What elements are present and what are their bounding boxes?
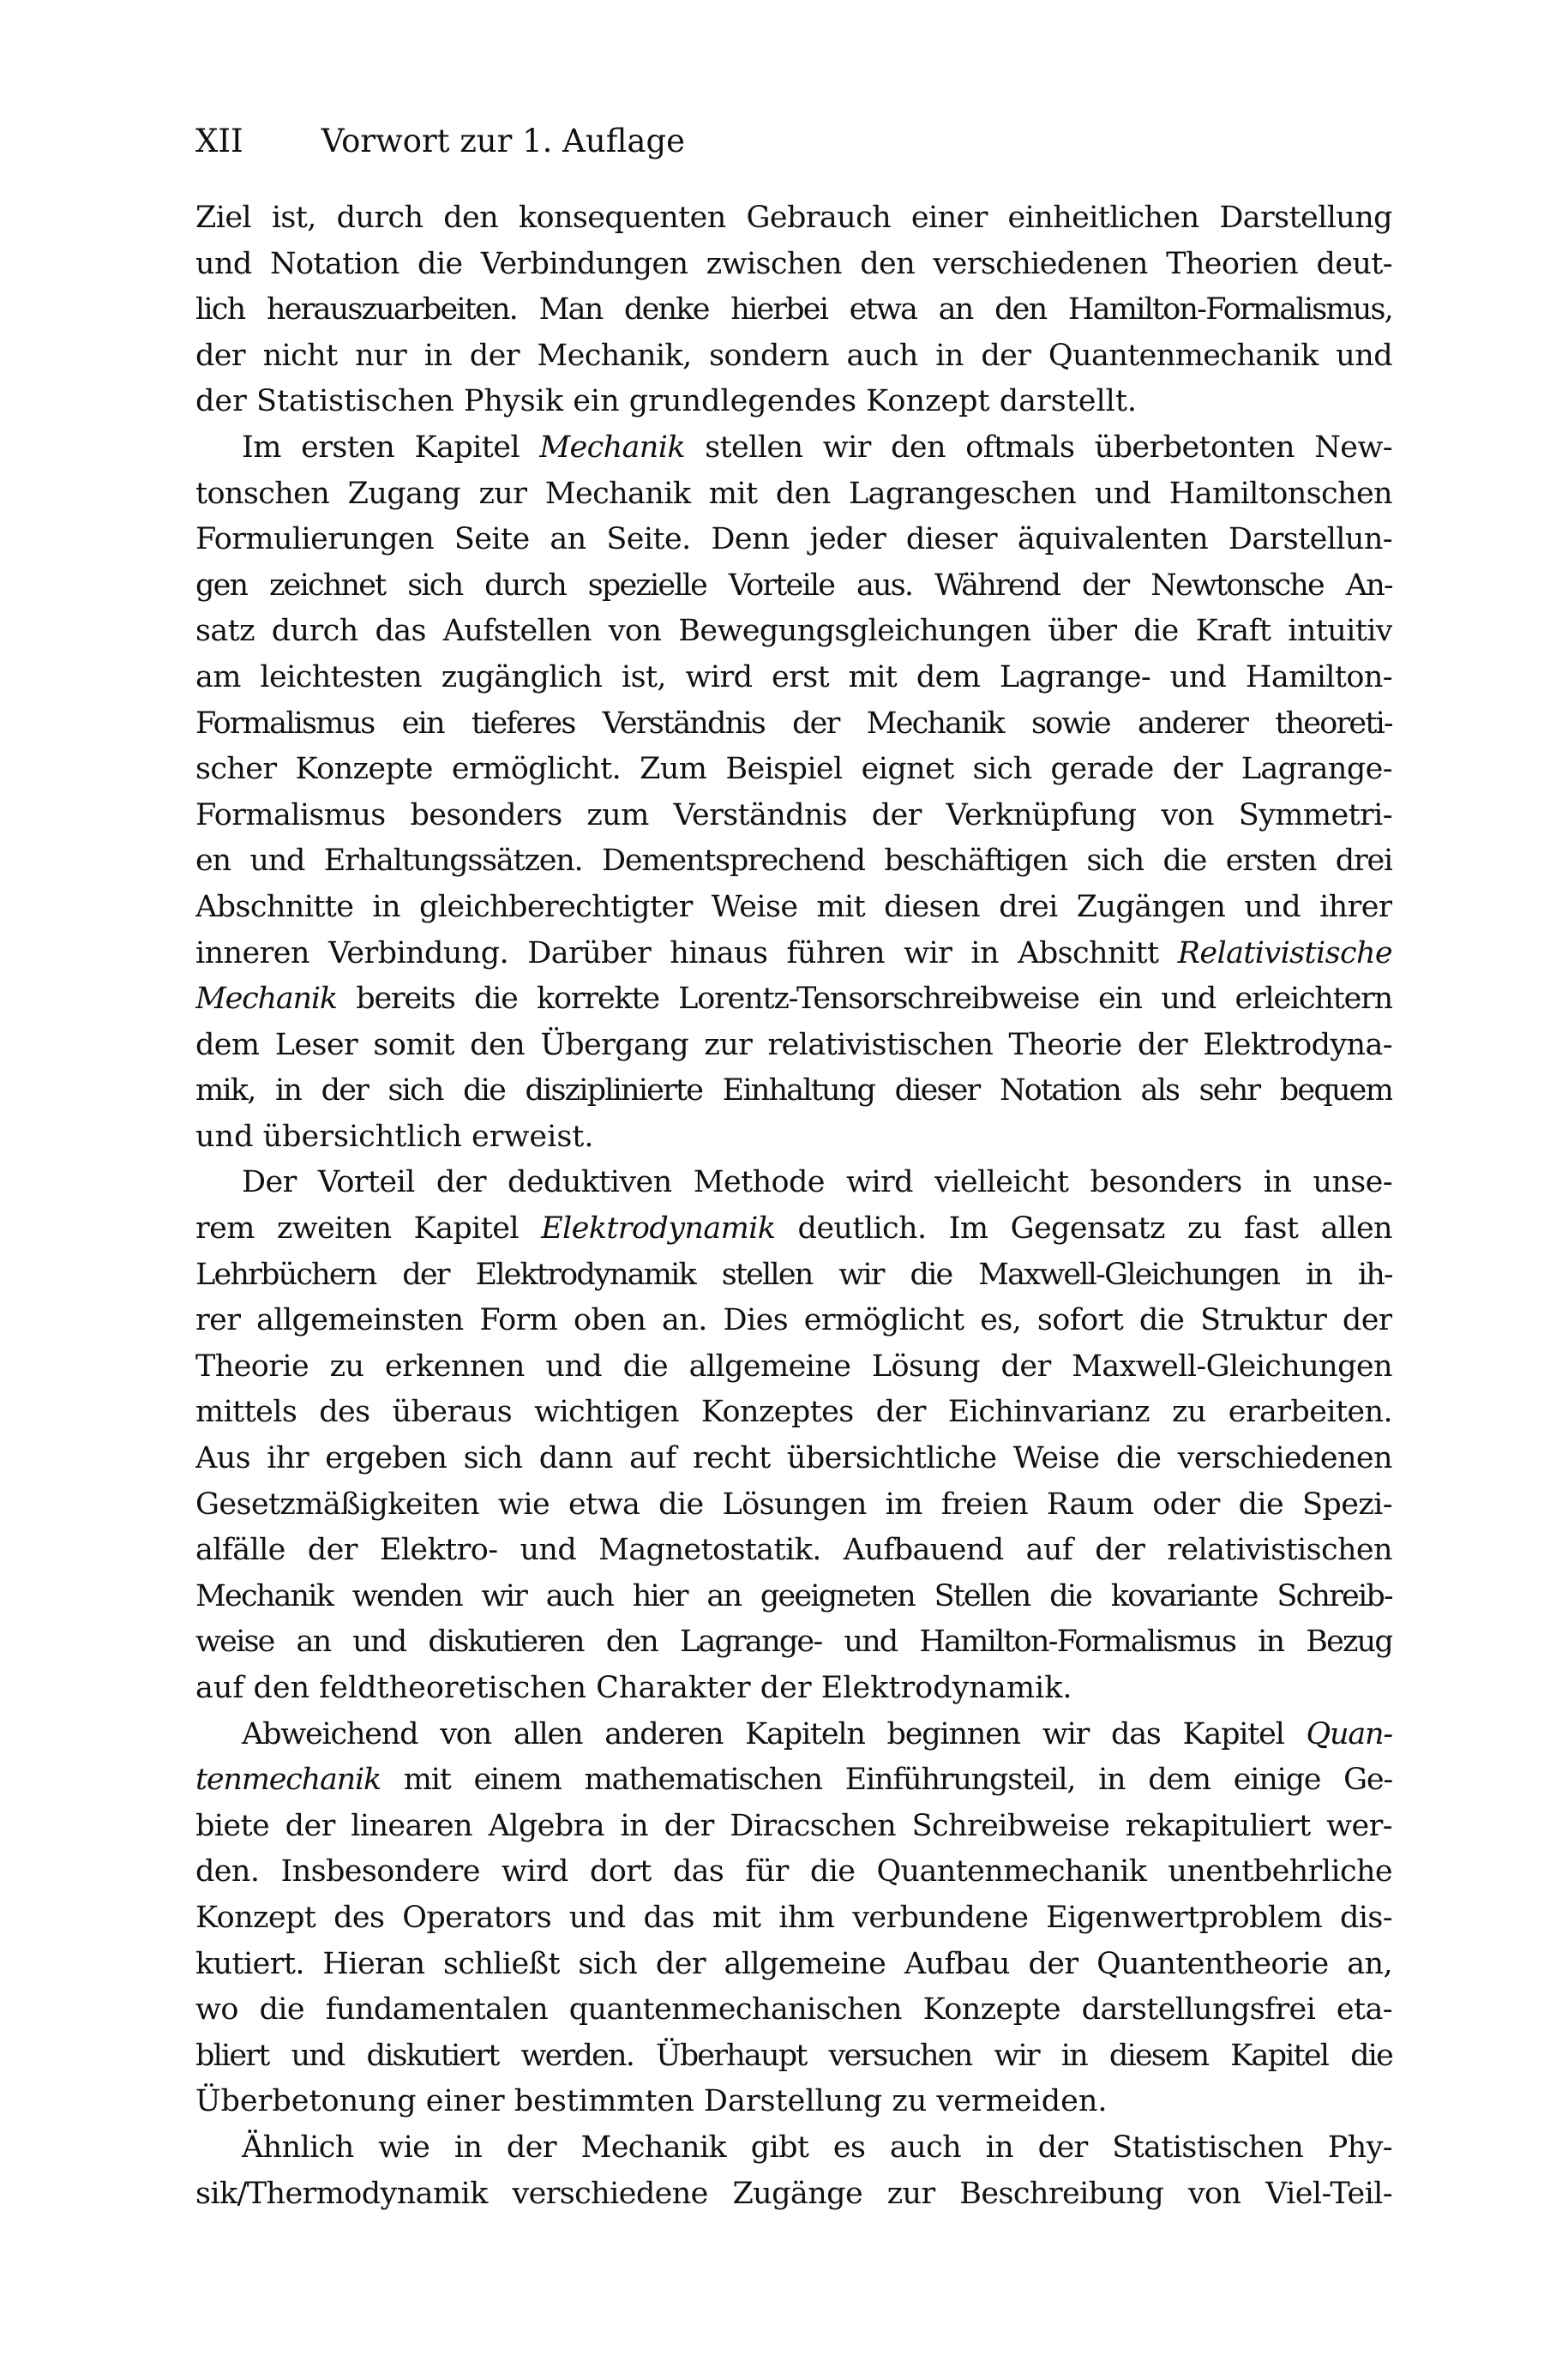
text-line: Mechanik bereits die korrekte Lorentz-Tensorschreibweise ein und erleichtern [195, 982, 1392, 1017]
text-line: Formalismus besonders zum Verständnis der Verknüpfung von Symmetri- [195, 797, 1392, 832]
text-line: und Notation die Verbindungen zwischen den verschiedenen Theorien deut- [195, 246, 1392, 281]
text-line: Ähnlich wie in der Mechanik gibt es auch in der Statistischen Phy- [242, 2130, 1392, 2165]
body-text [195, 195, 1392, 2217]
emphasis: Mechanik [195, 982, 337, 1017]
text-line: satz durch das Aufstellen von Bewegungsgleichungen über die Kraft intuitiv [195, 614, 1392, 649]
text-line: Der Vorteil der deduktiven Methode wird vielleicht besonders in unse- [242, 1165, 1392, 1200]
text-line: der Statistischen Physik ein grundlegendes Konzept darstellt. [195, 384, 1138, 419]
text-line: Gesetzmäßigkeiten wie etwa die Lösungen im freien Raum oder die Spezi- [195, 1487, 1392, 1522]
text-line: kutiert. Hieran schließt sich der allgemeine Aufbau der Quantentheorie an, [195, 1946, 1392, 1981]
text-line: weise an und diskutieren den Lagrange- und Hamilton-Formalismus in Bezug [195, 1625, 1392, 1660]
running-head [195, 120, 1396, 163]
text-line: Überbetonung einer bestimmten Darstellung zu vermeiden. [195, 2084, 1108, 2119]
text-line: dem Leser somit den Übergang zur relativistischen Theorie der Elektrodyna- [195, 1027, 1392, 1062]
text-line: Lehrbüchern der Elektrodynamik stellen wir die Maxwell-Gleichungen in ih- [195, 1257, 1392, 1292]
text-line: Mechanik wenden wir auch hier an geeigneten Stellen die kovariante Schreib- [195, 1578, 1392, 1613]
text-line: Aus ihr ergeben sich dann auf recht übersichtliche Weise die verschiedenen [195, 1441, 1392, 1476]
text-line: und übersichtlich erweist. [195, 1119, 594, 1154]
emphasis: Relativistische [1177, 935, 1392, 970]
text-line: biete der linearen Algebra in der Diracschen Schreibweise rekapituliert wer- [195, 1808, 1392, 1843]
text-line: der nicht nur in der Mechanik, sondern auch in der Quantenmechanik und [195, 338, 1392, 373]
text-line: sik/Thermodynamik verschiedene Zugänge zur Beschreibung von Viel-Teil- [195, 2176, 1392, 2211]
text-line: Ziel ist, durch den konsequenten Gebrauch einer einheitlichen Darstellung [195, 201, 1392, 235]
text-line: alfälle der Elektro- und Magnetostatik. Aufbauend auf der relativistischen [195, 1533, 1392, 1568]
text-line: Abweichend von allen anderen Kapiteln beginnen wir das Kapitel Quan- [242, 1716, 1392, 1751]
text-line: scher Konzepte ermöglicht. Zum Beispiel eignet sich gerade der Lagrange- [195, 752, 1392, 787]
paragraph [195, 1712, 1392, 2125]
text-line: den. Insbesondere wird dort das für die Quantenmechanik unentbehrliche [195, 1854, 1392, 1889]
text-line: mittels des überaus wichtigen Konzeptes der Eichinvarianz zu erarbeiten. [195, 1395, 1392, 1430]
text-line: lich herauszuarbeiten. Man denke hierbei etwa an den Hamilton-Formalismus, [195, 292, 1392, 327]
text-line: tenmechanik mit einem mathematischen Einführungsteil, in dem einige Ge- [195, 1763, 1392, 1798]
running-head-title: Vorwort zur 1. Auflage [321, 123, 686, 159]
text-line: bliert und diskutiert werden. Überhaupt versuchen wir in diesem Kapitel die [195, 2038, 1392, 2073]
text-line: en und Erhaltungssätzen. Dementsprechend beschäftigen sich die ersten drei [195, 844, 1392, 879]
paragraph [195, 195, 1392, 425]
paragraph [195, 1160, 1392, 1711]
text-line: rem zweiten Kapitel Elektrodynamik deutlich. Im Gegensatz zu fast allen [195, 1211, 1392, 1247]
text-line: Abschnitte in gleichberechtigter Weise mit diesen drei Zugängen und ihrer [195, 889, 1392, 924]
emphasis: Quan- [1306, 1716, 1392, 1751]
text-line: gen zeichnet sich durch spezielle Vorteile aus. Während der Newtonsche An- [195, 568, 1392, 603]
text-line: Konzept des Operators und das mit ihm verbundene Eigenwertproblem dis- [195, 1900, 1392, 1935]
text-line: am leichtesten zugänglich ist, wird erst mit dem Lagrange- und Hamilton- [195, 659, 1392, 694]
text-line: tonschen Zugang zur Mechanik mit den Lagrangeschen und Hamiltonschen [195, 476, 1392, 511]
text-line: auf den feldtheoretischen Charakter der Elektrodynamik. [195, 1671, 1072, 1705]
text-line: Im ersten Kapitel Mechanik stellen wir den oftmals überbetonten New- [242, 430, 1392, 465]
text-line: wo die fundamentalen quantenmechanischen Konzepte darstellungsfrei eta- [195, 1992, 1392, 2028]
paragraph [195, 2125, 1392, 2217]
emphasis: tenmechanik [195, 1763, 381, 1798]
paragraph [195, 425, 1392, 1161]
text-line: Theorie zu erkennen und die allgemeine Lösung der Maxwell-Gleichungen [195, 1349, 1392, 1384]
text-line: mik, in der sich die disziplinierte Einhaltung dieser Notation als sehr bequem [195, 1073, 1392, 1108]
text-line: inneren Verbindung. Darüber hinaus führen wir in Abschnitt Relativistische [195, 935, 1392, 970]
emphasis: Elektrodynamik [541, 1211, 776, 1247]
text-line: Formulierungen Seite an Seite. Denn jeder dieser äquivalenten Darstellun- [195, 522, 1392, 557]
emphasis: Mechanik [539, 430, 685, 465]
text-line: rer allgemeinsten Form oben an. Dies ermöglicht es, sofort die Struktur der [195, 1303, 1392, 1338]
page-number: XII [195, 123, 243, 159]
text-line: Formalismus ein tieferes Verständnis der Mechanik sowie anderer theoreti- [195, 706, 1392, 741]
